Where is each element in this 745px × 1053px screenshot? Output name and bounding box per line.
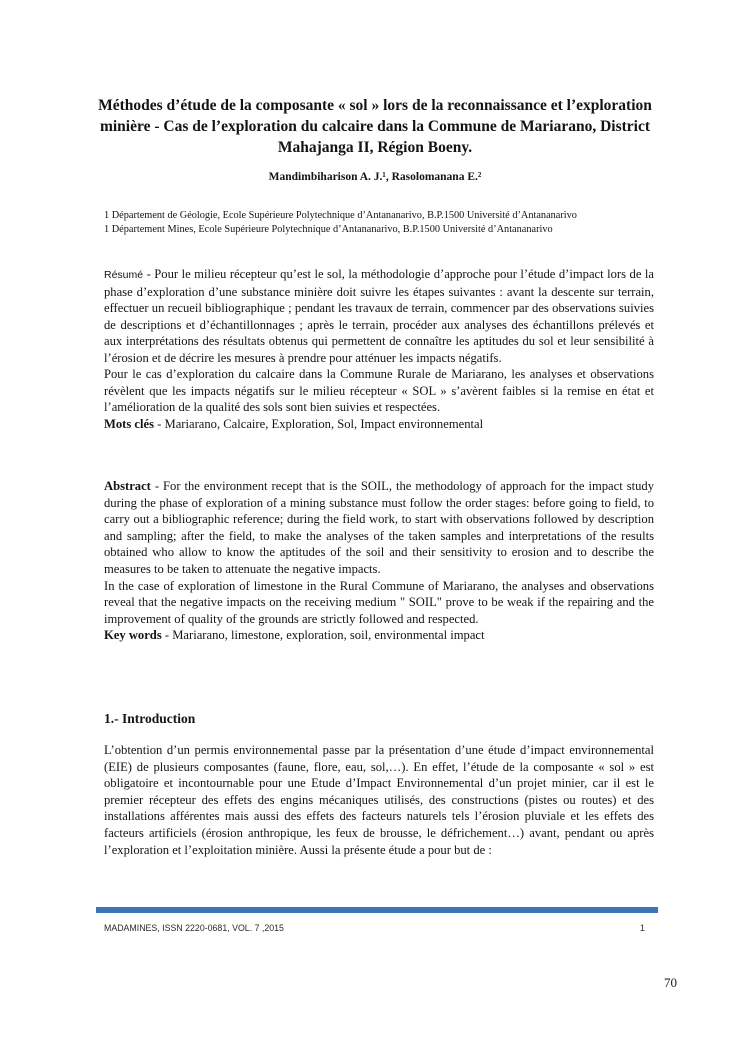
introduction-heading: 1.- Introduction [104,711,196,726]
affiliation-1: 1 Département de Géologie, Ecole Supérieure Polytechnique d’Antananarivo, B.P.1500 Université d’Antananarivo [104,210,577,221]
resume-section [104,266,654,432]
footer-journal-info: MADAMINES, ISSN 2220-0681, VOL. 7 ,2015 [104,923,284,933]
footer-divider-bar [96,907,658,913]
resume-paragraph-1 [104,266,654,366]
abstract-keywords-text: - Mariarano, limestone, exploration, soil, environmental impact [161,628,485,643]
resume-keywords [104,416,654,433]
abstract-label: Abstract [104,479,151,493]
resume-label: Résumé [104,269,144,281]
abstract-text-1: - For the environment recept that is the SOIL, the methodology of approach for the impact study during the phase of exploration of a mining substance must follow the order stages: before going to field, to carry out a bibliographic reference; during the field work, to start with observations followed by description and sampling; after the field, to make the analyses of the taken samples and interpretations of the results obtained who allow to know the aptitudes of the soil and their sensitivity to erosion and to describe the measures to be taken to attenuate the negative impacts. [104,479,654,576]
resume-text-1: - Pour le milieu récepteur qu’est le sol, la méthodologie d’approche pour l’étude d’impact lors de la phase d’exploration d’une substance minière doit suivre les étapes suivantes : avant la descente sur terrain, effectuer un recueil bibliographique ; pendant les travaux de terrain, commencer par des observations suivies de descriptions et d’échantillonnages ; après le terrain, procéder aux analyses des échantillons prélevés et aux interprétations des résultats obtenus qui permettent de connaître les aptitudes du sol et leur sensibilité à l’érosion et de décrire les mesures à prendre pour atténuer les impacts négatifs. [104,267,654,365]
authors: Mandimbiharison A. J.¹, Rasolomanana E.² [268,171,482,183]
resume-paragraph-2: Pour le cas d’exploration du calcaire dans la Commune Rurale de Mariarano, les analyses et observations révèlent que les impacts négatifs sur le milieu récepteur « SOL » s’avèrent faibles si la remise en état et l’amélioration de la qualité des sols sont bien suivies et respectées. [104,367,654,414]
introduction-section [104,742,654,858]
paper-title: Méthodes d’étude de la composante « sol » lors de la reconnaissance et l’exploration minière - Cas de l’exploration du calcaire dans la Commune de Mariarano, District Mahajanga II, Région Boeny. [98,97,652,156]
footer-page-number: 1 [640,923,645,933]
page-number: 70 [664,975,677,990]
affiliation-2: 1 Département Mines, Ecole Supérieure Polytechnique d’Antananarivo, B.P.1500 Université d’Antananarivo [104,224,553,235]
abstract-keywords-label: Key words [104,628,162,643]
abstract-keywords [104,627,654,644]
abstract-section [104,478,654,644]
abstract-paragraph-1 [104,478,654,578]
resume-keywords-text: - Mariarano, Calcaire, Exploration, Sol, Impact environnemental [154,416,484,431]
abstract-paragraph-2: In the case of exploration of limestone in the Rural Commune of Mariarano, the analyses and observations reveal that the negative impacts on the receiving medium " SOIL" prove to be weak if the repairing and the improvement of quality of the grounds are strictly followed and respected. [104,578,654,626]
introduction-paragraph-1: L’obtention d’un permis environnemental passe par la présentation d’une étude d’impact environnemental (EIE) de plusieurs composantes (faune, flore, eau, sol,…). En effet, l’étude de la composante « sol » est obligatoire et incontournable pour une Etude d’Impact Environnemental d’un projet minier, car il est le premier récepteur des effets des engins mécaniques utilisés, des constructions (pistes ou routes) et des installations afférentes mais aussi des effets des facteurs naturels tels l’érosion pluviale et les effets des facteurs artificiels (érosion anthropique, les feux de brousse, le défrichement…) avant, pendant ou après l’exploration et l’exploitation minière. Aussi la présente étude a pour but de : [104,743,654,857]
resume-keywords-label: Mots clés [104,416,155,431]
